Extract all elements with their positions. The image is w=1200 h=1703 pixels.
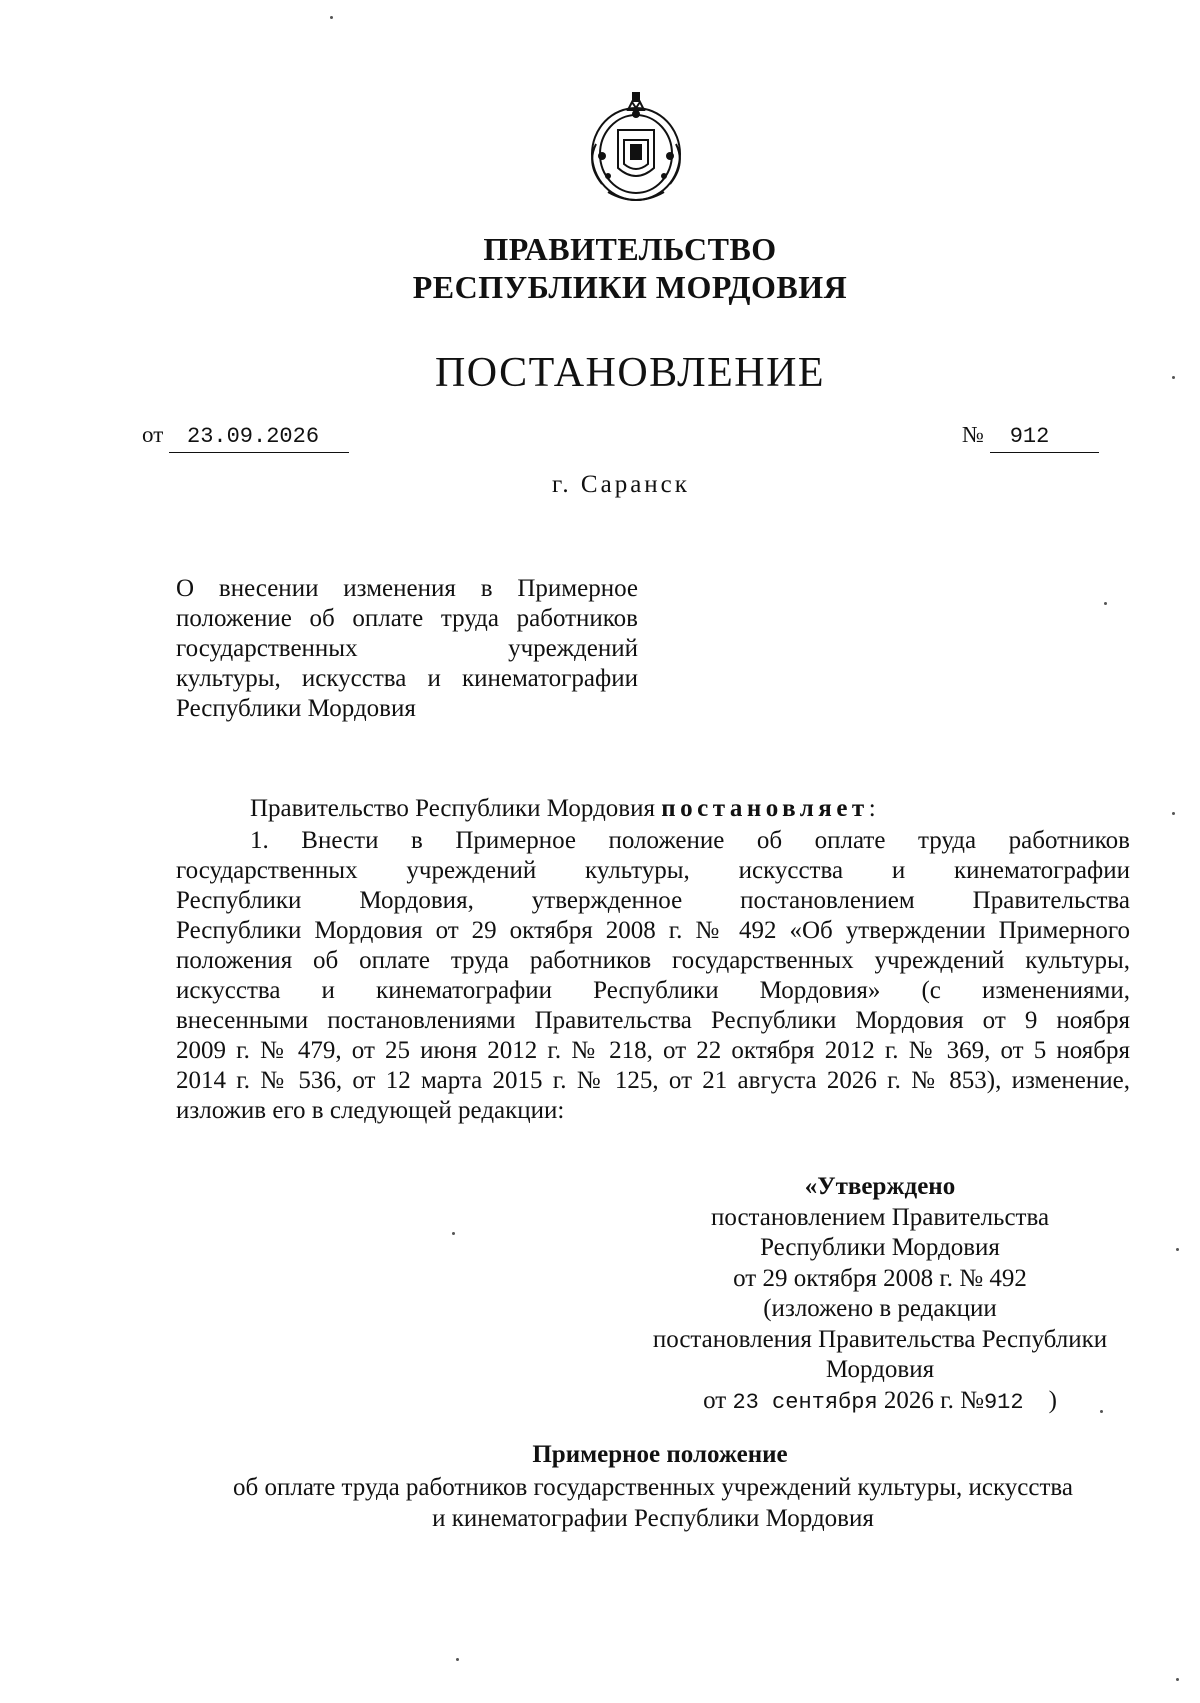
document-type: ПОСТАНОВЛЕНИЕ [434, 350, 826, 396]
date-prefix: от [142, 422, 164, 447]
paragraph-line: искусства и кинематографии Республики Мордовия» (с изменениями, [176, 977, 1130, 1004]
paragraph-line: государственных учреждений культуры, искусства и кинематографии [176, 857, 1130, 884]
government-title-line2: РЕСПУБЛИКИ МОРДОВИЯ [412, 269, 848, 305]
subject-line: положение об оплате труда работников [176, 605, 638, 632]
number-prefix: № [962, 422, 984, 447]
lead-text: Правительство Республики Мордовия [250, 795, 662, 822]
paragraph-line: внесенными постановлениями Правительства Республики Мордовия от 9 ноября [176, 1007, 1130, 1034]
city: г. Саранск [552, 471, 690, 498]
sig-year: 2026 г. № [883, 1386, 984, 1414]
sig-prefix: от [703, 1386, 727, 1414]
resolution-lead [250, 794, 1130, 824]
paragraph-line: положения об оплате труда работников государственных учреждений культуры, [176, 947, 1130, 974]
lead-colon: : [868, 795, 876, 822]
position-title: Примерное положение [532, 1441, 788, 1468]
approved-line: постановления Правительства Республики [652, 1325, 1108, 1353]
scan-speck [1104, 602, 1107, 605]
approved-signature-line [600, 1386, 1160, 1419]
scan-speck [1100, 1410, 1103, 1413]
scan-speck [330, 16, 333, 19]
subject-line: государственных учреждений [176, 635, 638, 662]
scan-speck [1176, 1248, 1179, 1251]
subject-block [176, 574, 638, 724]
subject-line: О внесении изменения в Примерное [176, 575, 638, 602]
scan-speck [1172, 376, 1175, 379]
approved-line: Мордовия [825, 1356, 935, 1383]
approved-line: Республики Мордовия [760, 1234, 1000, 1261]
scan-speck [452, 1232, 455, 1235]
number-field [962, 420, 1099, 453]
paragraph-line: 1. Внести в Примерное положение об оплате труда работников [250, 827, 1130, 854]
lead-emphasis: постановляет [661, 795, 869, 822]
position-subtitle-line: об оплате труда работников государственных учреждений культуры, искусства [233, 1474, 1073, 1501]
date-value: 23.09.2026 [169, 422, 349, 453]
government-title-line1: ПРАВИТЕЛЬСТВО [483, 231, 777, 267]
coat-of-arms-emblem [578, 84, 694, 208]
sig-close: ) [1048, 1386, 1057, 1414]
paragraph-1 [176, 826, 1130, 1126]
scan-speck [1172, 812, 1175, 815]
paragraph-line: 2009 г. № 479, от 25 июня 2012 г. № 218, от 22 октября 2012 г. № 369, от 5 ноября [176, 1037, 1130, 1064]
position-subtitle-line: и кинематографии Республики Мордовия [432, 1505, 874, 1532]
paragraph-line: изложив его в следующей редакции: [176, 1097, 565, 1124]
subject-line: Республики Мордовия [176, 695, 416, 722]
approval-stamp-block [600, 1172, 1160, 1418]
sig-number: 912 [983, 1389, 1024, 1415]
approved-line: (изложено в редакции [763, 1295, 997, 1322]
paragraph-line: 2014 г. № 536, от 12 марта 2015 г. № 125, от 21 августа 2026 г. № 853), изменение, [176, 1067, 1130, 1094]
number-value: 912 [990, 422, 1100, 453]
date-field [142, 420, 349, 453]
paragraph-line: Республики Мордовия, утвержденное постановлением Правительства [176, 887, 1130, 914]
position-subtitle [176, 1472, 1130, 1534]
subject-line: культуры, искусства и кинематографии [176, 665, 638, 692]
scan-speck [1176, 1678, 1179, 1681]
approved-line: от 29 октября 2008 г. № 492 [733, 1264, 1027, 1292]
paragraph-line: Республики Мордовия от 29 октября 2008 г. № 492 «Об утверждении Примерного [176, 917, 1130, 944]
sig-day-month: 23 сентября [732, 1389, 878, 1415]
approved-line: постановлением Правительства [710, 1203, 1050, 1231]
approved-heading: «Утверждено [804, 1173, 956, 1200]
scan-speck [456, 1658, 459, 1661]
